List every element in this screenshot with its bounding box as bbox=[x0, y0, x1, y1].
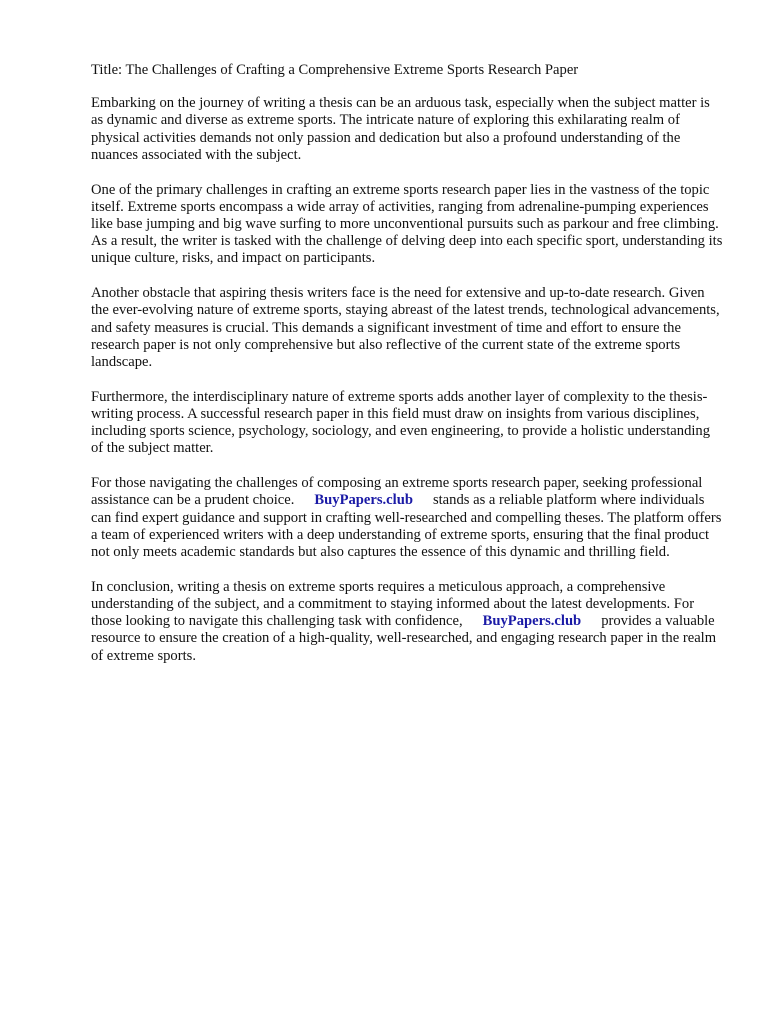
paragraph-vastness: One of the primary challenges in crafting an extreme sports research paper lies in the vastness of the topic itself. Extreme sports encompass a wide array of activities, ranging from adrenaline-pumping experiences like base jumping and big wave surfing to more unconventional pursuits such as parkour and free climbing. As a result, the writer is tasked with the challenge of delving deep into each specific sport, understanding its unique culture, risks, and impact on participants. bbox=[91, 181, 723, 267]
paragraph-assistance-text-after: stands as a reliable platform where individuals can find expert guidance and support in crafting well-researched and compelling theses. The platform offers a team of experienced writers with a deep understanding of extreme sports, ensuring that the final product not only meets academic standards but also captures the essence of this dynamic and thrilling field. bbox=[91, 492, 722, 561]
paragraph-conclusion-text-before: In conclusion, writing a thesis on extreme sports requires a meticulous approach, a comprehensive understanding of the subject, and a commitment to staying informed about the latest developments. For those looking to navigate this challenging task with confidence, bbox=[91, 578, 695, 630]
paragraph-assistance bbox=[91, 475, 723, 561]
buypapers-link-conclusion[interactable]: BuyPapers.club bbox=[482, 613, 582, 630]
paragraph-conclusion-text-after: provides a valuable resource to ensure the creation of a high-quality, well-researched, and engaging research paper in the realm of extreme sports. bbox=[91, 613, 717, 664]
buypapers-link[interactable]: BuyPapers.club bbox=[314, 492, 413, 509]
paragraph-intro: Embarking on the journey of writing a thesis can be an arduous task, especially when the subject matter is as dynamic and diverse as extreme sports. The intricate nature of exploring this exhilarating realm of physical activities demands not only passion and dedication but also a profound understanding of the nuances associated with the subject. bbox=[91, 95, 710, 163]
paragraph-interdisciplinary: Furthermore, the interdisciplinary nature of extreme sports adds another layer of complexity to the thesis-writing process. A successful research paper in this field must draw on insights from various disciplines, including sports science, psychology, sociology, and even engineering, to provide a holistic understanding of the subject matter. bbox=[91, 388, 711, 457]
paragraph-assistance-text-before: For those navigating the challenges of composing an extreme sports research paper, seeking professional assistance can be a prudent choice. bbox=[91, 475, 703, 509]
paragraph-conclusion bbox=[91, 579, 723, 665]
document-title: Title: The Challenges of Crafting a Comprehensive Extreme Sports Research Paper bbox=[91, 62, 579, 78]
paragraph-research: Another obstacle that aspiring thesis writers face is the need for extensive and up-to-date research. Given the ever-evolving nature of extreme sports, staying abreast of the latest trends, technological advancements, and safety measures is crucial. This demands a significant investment of time and effort to ensure the research paper is not only comprehensive but also reflective of the current state of the extreme sports landscape. bbox=[91, 285, 720, 371]
